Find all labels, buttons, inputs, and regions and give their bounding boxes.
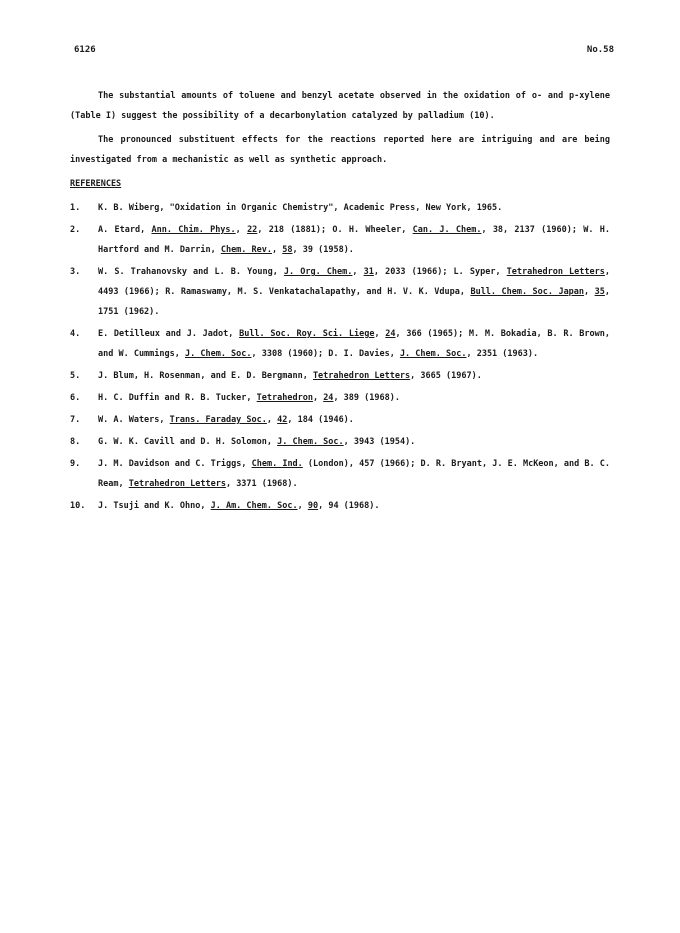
citation-source: Bull. Chem. Soc. Japan: [470, 287, 585, 297]
reference-number: 5.: [70, 371, 81, 381]
citation-source: 42: [277, 415, 288, 425]
citation-text: E. Detilleux and J. Jadot,: [98, 329, 240, 339]
citation-text: , 1751 (1962).: [98, 287, 610, 317]
citation-text: (London), 457 (1966); D. R. Bryant, J. E. McKeon, and B. C. Ream,: [98, 459, 610, 489]
citation-text: ,: [272, 245, 283, 255]
citation-text: , 366 (1965); M. M. Bokadia, B. R. Brown, and W. Cummings,: [98, 329, 610, 359]
reference-number: 8.: [70, 437, 81, 447]
citation-text: , 218 (1881); O. H. Wheeler,: [257, 225, 413, 235]
reference-number: 1.: [70, 203, 81, 213]
citation-source: J. Chem. Soc.: [277, 437, 344, 447]
citation-source: 35: [594, 287, 605, 297]
reference-number: 4.: [70, 329, 81, 339]
citation-source: Trans. Faraday Soc.: [169, 415, 267, 425]
reference-item: [70, 454, 610, 494]
citation-source: Bull. Soc. Roy. Sci. Liege: [239, 329, 375, 339]
reference-item: [70, 496, 610, 516]
citation-text: , 39 (1958).: [292, 245, 354, 255]
citation-source: J. Chem. Soc.: [185, 349, 252, 359]
citation-text: J. Tsuji and K. Ohno,: [98, 501, 211, 511]
reference-text: [98, 454, 610, 494]
reference-text: [98, 410, 610, 430]
citation-source: Tetrahedron: [256, 393, 313, 403]
reference-item: [70, 410, 610, 430]
citation-source: J. Org. Chem.: [283, 267, 353, 277]
reference-text: [98, 198, 610, 218]
citation-source: Tetrahedron Letters: [506, 267, 605, 277]
reference-text: [98, 324, 610, 364]
reference-item: [70, 198, 610, 218]
reference-text: [98, 432, 610, 452]
reference-text: [98, 388, 610, 408]
reference-number: 3.: [70, 267, 81, 277]
citation-text: , 4493 (1966); R. Ramaswamy, M. S. Venkatachalapathy, and H. V. K. Vdupa,: [98, 267, 610, 297]
reference-number: 2.: [70, 225, 81, 235]
reference-list: [70, 198, 610, 516]
citation-text: J. Blum, H. Rosenman, and E. D. Bergmann,: [98, 371, 313, 381]
citation-text: J. M. Davidson and C. Triggs,: [98, 459, 252, 469]
citation-text: A. Etard,: [98, 225, 152, 235]
citation-text: ,: [312, 393, 324, 403]
citation-text: , 3665 (1967).: [410, 371, 482, 381]
citation-text: , 38, 2137 (1960); W. H. Hartford and M. Darrin,: [98, 225, 610, 255]
citation-text: , 94 (1968).: [318, 501, 380, 511]
citation-source: 31: [363, 267, 374, 277]
citation-text: , 3943 (1954).: [343, 437, 416, 447]
citation-text: , 3371 (1968).: [225, 479, 298, 489]
citation-source: 24: [385, 329, 396, 339]
citation-text: ,: [297, 501, 308, 511]
citation-source: Ann. Chim. Phys.: [151, 225, 236, 235]
reference-item: [70, 388, 610, 408]
reference-number: 10.: [70, 501, 86, 511]
references-heading: REFERENCES: [70, 179, 122, 189]
reference-item: [70, 262, 610, 322]
citation-text: ,: [584, 287, 595, 297]
page-number: 6126: [74, 45, 96, 55]
citation-text: , 3308 (1960); D. I. Davies,: [251, 349, 400, 359]
citation-source: J. Am. Chem. Soc.: [210, 501, 298, 511]
citation-text: ,: [352, 267, 364, 277]
citation-text: W. A. Waters,: [98, 415, 170, 425]
page-body: [70, 86, 610, 516]
reference-item: [70, 324, 610, 364]
citation-source: 24: [323, 393, 334, 403]
paragraph: The pronounced substituent effects for the reactions reported here are intriguing and are being investigated from a mechanistic as well as synthetic approach.: [70, 135, 610, 165]
citation-source: 22: [247, 225, 258, 235]
reference-item: [70, 366, 610, 386]
reference-text: [98, 366, 610, 386]
citation-text: , 2351 (1963).: [466, 349, 539, 359]
citation-source: 90: [307, 501, 319, 511]
reference-item: [70, 432, 610, 452]
citation-text: H. C. Duffin and R. B. Tucker,: [98, 393, 257, 403]
reference-number: 6.: [70, 393, 81, 403]
reference-text: [98, 496, 610, 516]
citation-source: Chem. Rev.: [220, 245, 273, 255]
citation-source: Tetrahedron Letters: [128, 479, 226, 489]
citation-source: Tetrahedron Letters: [312, 371, 411, 381]
issue-number: No.58: [586, 45, 614, 55]
citation-text: ,: [266, 415, 278, 425]
citation-source: J. Chem. Soc.: [399, 349, 467, 359]
reference-number: 9.: [70, 459, 81, 469]
reference-item: [70, 220, 610, 260]
citation-text: G. W. K. Cavill and D. H. Solomon,: [98, 437, 278, 447]
reference-number: 7.: [70, 415, 81, 425]
citation-text: ,: [235, 225, 248, 235]
reference-text: [98, 262, 610, 322]
citation-text: W. S. Trahanovsky and L. B. Young,: [98, 267, 284, 277]
citation-text: , 2033 (1966); L. Syper,: [373, 267, 507, 277]
citation-text: K. B. Wiberg, "Oxidation in Organic Chemistry", Academic Press, New York, 1965.: [98, 203, 503, 213]
citation-source: Can. J. Chem.: [412, 225, 482, 235]
citation-source: Chem. Ind.: [251, 459, 303, 469]
reference-text: [98, 220, 610, 260]
paragraph: The substantial amounts of toluene and benzyl acetate observed in the oxidation of o- and p-xylene (Table I) suggest the possibility of a decarbonylation catalyzed by palladium (10).: [70, 91, 610, 121]
citation-text: ,: [374, 329, 386, 339]
citation-text: , 389 (1968).: [333, 393, 400, 403]
citation-text: , 184 (1946).: [287, 415, 354, 425]
citation-source: 58: [282, 245, 293, 255]
